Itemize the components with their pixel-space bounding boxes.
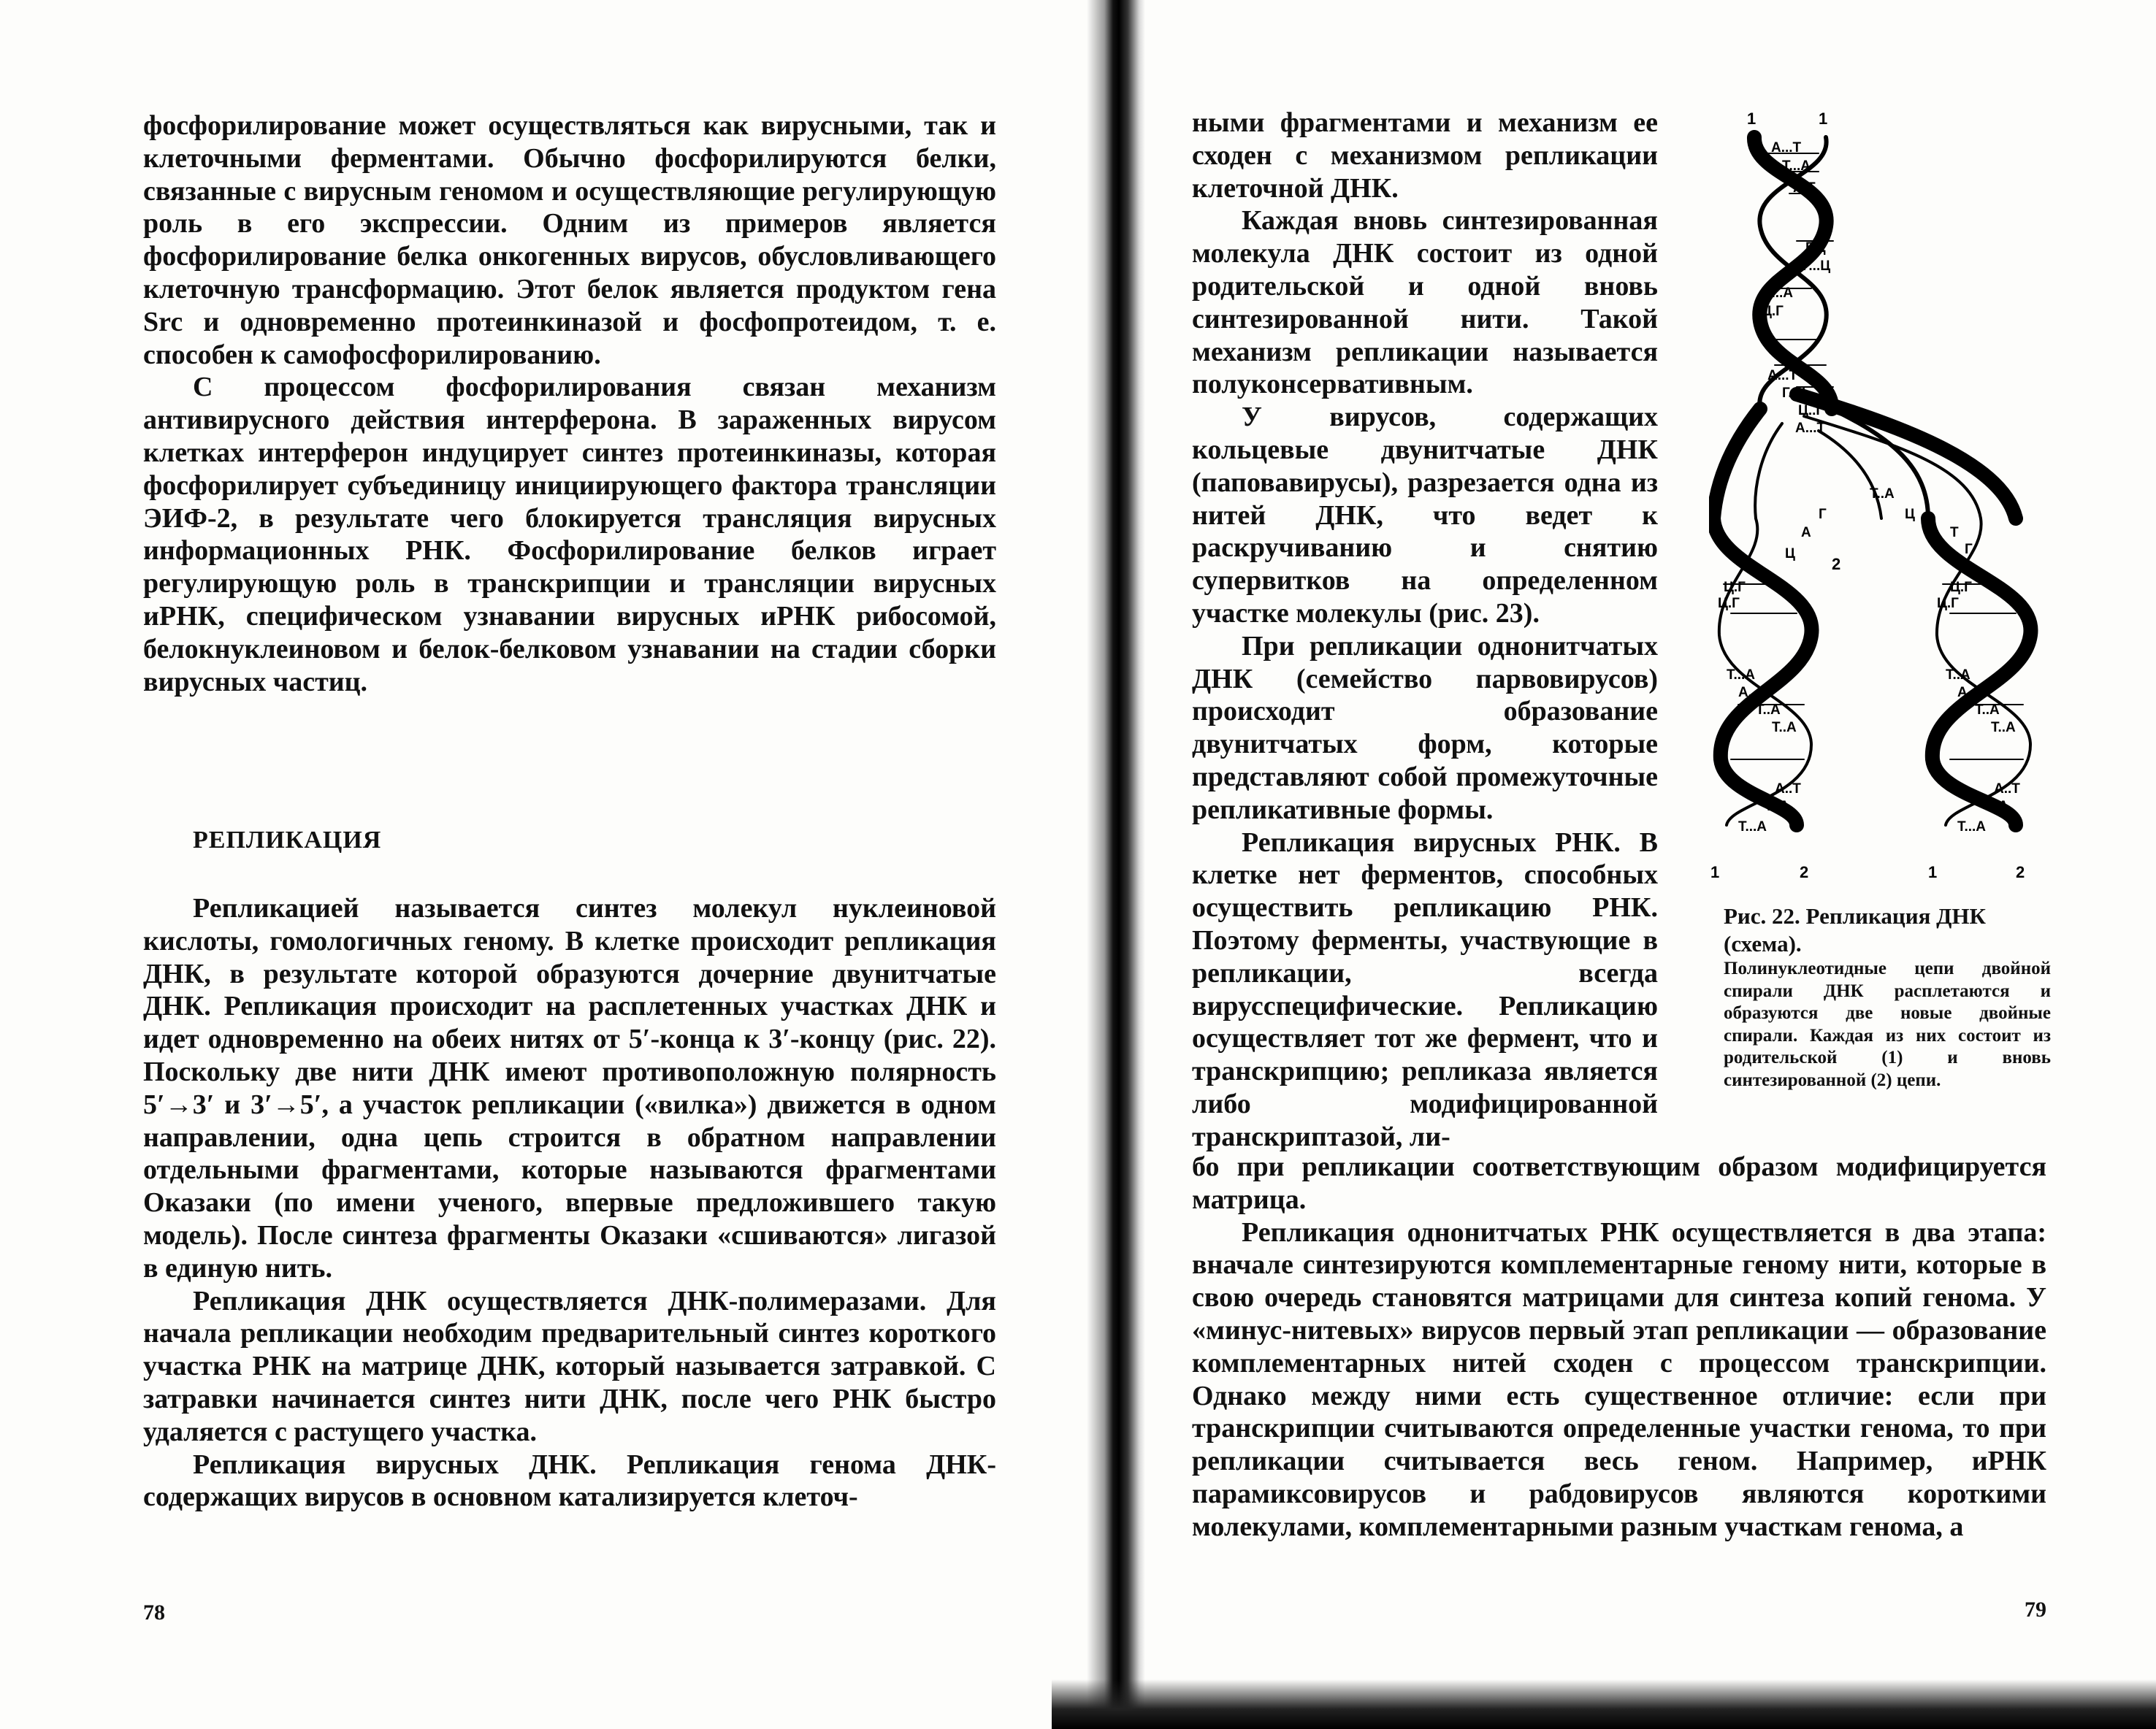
section-heading: РЕПЛИКАЦИЯ xyxy=(193,827,382,854)
base-pair-label: Т..А xyxy=(1975,702,2000,718)
base-pair-label: А..Т xyxy=(1775,781,1801,797)
base-pair-label: Т...А xyxy=(1727,667,1756,683)
base-pair-label: Г...Ц xyxy=(1803,258,1831,274)
paragraph: фосфорилирование может осуществляться как вирусными, так и клеточными ферментами. Обычно фосфорилируются белки, связанные с вирусным геномом и осуществляющие регулирующую роль в его экспрессии. Одним из примеров является фосфорилирование белка онкогенных вирусов, обусловливающего клеточную трансформацию. Этот белок является продуктом гена Src и одновременно протеинкиназой и фосфопротеидом, т. е. способен к самофосфорилированию. xyxy=(143,110,996,370)
paragraph-text: Репликация генома ДНК-содержащих вирусов в основном катализируется клеточ- xyxy=(143,1449,996,1513)
paragraph: бо при репликации соответствующим образом модифицируется матрица. xyxy=(1192,1151,2046,1215)
base-pair-label: А...Т xyxy=(1767,368,1798,383)
paragraph: С процессом фосфорилирования связан механизм антивирусного действия интерферона. В зараженных вирусом клетках интерферон индуцирует синтез протеинкиназы, которая фосфорилирует субъединицу инициирующего фактора трансляции ЭИФ-2, в результате чего блокируется трансляция вирусных информационных РНК. Фосфорилирование белков играет регулирующую роль в транскрипции и трансляции вирусных иРНК, специфическом узнавании вирусных иРНК рибосомой, белокнуклеиновом и белок-белковом узнавании на стадии сборки вирусных частиц. xyxy=(143,372,996,697)
run-in-heading: Репликация вирусных ДНК. xyxy=(193,1449,597,1480)
paragraph: У вирусов, содержащих кольцевые двунитчатые ДНК (паповавирусы), разрезается одна из нитей ДНК, что ведет к раскручиванию и снятию супервитков на определенном участке молекулы (рис. 23). xyxy=(1192,402,1658,629)
strand-label: 1 xyxy=(1747,110,1756,128)
paragraph: Репликация ДНК осуществляется ДНК-полимеразами. Для начала репликации необходим предварительный синтез короткого участка РНК на матрице ДНК, который называется затравкой. С затравки начинается синтез нити ДНК, после чего РНК быстро удаляется с растущего участка. xyxy=(143,1285,996,1447)
strand-label: 2 xyxy=(2016,863,2025,881)
base-pair-label: Ц.Г xyxy=(1950,580,1972,595)
base-pair-label: А...Т xyxy=(1738,685,1769,700)
right-full-width-text xyxy=(1192,1151,2046,1544)
base-pair-label: Т...А xyxy=(1957,819,1987,835)
base-pair-label: Ц.Г xyxy=(1718,596,1740,611)
paragraph: ными фрагментами и механизм ее сходен с механизмом репликации клеточной ДНК. xyxy=(1192,107,1658,204)
base-pair-label: А...Т xyxy=(1795,421,1826,436)
base-pair-label: Т..А xyxy=(1765,799,1789,814)
strand-label: 1 xyxy=(1710,863,1720,881)
base-pair-label: Г xyxy=(1819,507,1827,522)
base-pair-label: Ц xyxy=(1905,507,1915,522)
dna-replication-figure xyxy=(1709,102,2060,891)
base-pair-label: Г.Ц xyxy=(1805,240,1826,256)
base-pair-label: Ц xyxy=(1785,546,1795,561)
base-pair-label: Г..Ц xyxy=(1782,386,1806,401)
strand-label: 2 xyxy=(1800,863,1809,881)
left-bottom-text xyxy=(143,892,996,1514)
base-pair-label: Т...А xyxy=(1738,819,1767,835)
left-top-text xyxy=(143,110,996,698)
figure-caption xyxy=(1724,902,2051,1092)
base-pair-label: Т..А xyxy=(1991,720,2016,735)
base-pair-label: А..Т xyxy=(1994,781,2020,797)
base-pair-label: Т xyxy=(1950,525,1959,540)
base-pair-label: Ц..Г xyxy=(1798,403,1824,418)
base-pair-label: Т..А xyxy=(1984,799,2008,814)
paragraph: Репликация однонитчатых РНК осуществляется в два этапа: вначале синтезируются комплементарные геному нити, которые в свою очередь становятся матрицами для синтеза копий генома. У «минус-нитевых» вирусов первый этап репликации — образование комплементарных нитей сходен с процессом транскрипции. Однако между ними есть существенное отличие: если при транскрипции считываются определенные участки генома, то при репликации считывается весь геном. Например, иРНК парамиксовирусов и рабдовирусов являются короткими молекулами, комплементарными разным участкам генома, а xyxy=(1192,1216,2046,1542)
paragraph: Репликацией называется синтез молекул нуклеиновой кислоты, гомологичных геному. В клетке происходит репликация ДНК, в результате которой образуются дочерние двунитчатые ДНК. Репликация происходит на расплетенных участках ДНК и идет одновременно на обеих нитях от 5′-конца к 3′-концу (рис. 22). Поскольку две нити ДНК имеют противоположную полярность 5′→3′ и 3′→5′, а участок репликации («вилка») движется в одном направлении, одна цепь строится в обратном направлении отдельными фрагментами, которые называются фрагментами Оказаки (по имени ученого, впервые предложившего такую модель). После синтеза фрагменты Оказаки «сшиваются» лигазой в единую нить. xyxy=(143,893,996,1284)
paragraph: При репликации однонитчатых ДНК (семейство парвовирусов) происходит образование двунитчатых форм, которые представляют собой промежуточные репликативные формы. xyxy=(1192,630,1658,825)
base-pair-label: Т..А xyxy=(1870,486,1895,502)
base-pair-label: Г xyxy=(1965,542,1973,557)
base-pair-label: Ц.Г xyxy=(1724,580,1746,595)
right-column-text xyxy=(1192,107,1658,1154)
paragraph-text: В клетке нет ферментов, способных осуществить репликацию РНК. Поэтому ферменты, участвующие в репликации, всегда вирусспецифические. Репликацию осуществляет тот же фермент, что и транскрипцию; репликаза является либо модифицированной транскриптазой, ли- xyxy=(1192,827,1658,1152)
page-number: 78 xyxy=(143,1600,165,1625)
base-pair-label: Т..А xyxy=(1946,667,1970,683)
book-gutter xyxy=(1087,0,1145,1729)
fork-strand-left xyxy=(1713,409,1760,518)
base-pair-label: Т...А xyxy=(1765,285,1794,301)
paragraph xyxy=(1192,827,1658,1154)
paragraph xyxy=(143,1449,996,1514)
page-number: 79 xyxy=(2025,1598,2046,1622)
base-pair-label: Ц.Г xyxy=(1937,596,1959,611)
base-pair-label: А.Т xyxy=(1793,180,1816,196)
strand-label: 1 xyxy=(1928,863,1938,881)
base-pair-label: Т..А xyxy=(1756,702,1781,718)
figure-caption-body: Полинуклеотидные цепи двойной спирали ДНК расплетаются и образуются две новые двойные спирали. Каждая из них состоит из родительской (1) и вновь синтезированной (2) цепи. xyxy=(1724,959,2051,1090)
right-page xyxy=(1139,0,2156,1729)
scan-shadow xyxy=(1052,1679,2156,1729)
strand-label: 1 xyxy=(1819,110,1828,128)
base-pair-label: А xyxy=(1801,525,1811,540)
fork-inner-right xyxy=(1819,431,1881,518)
fork-inner-left xyxy=(1755,423,1782,518)
paragraph: Каждая вновь синтезированная молекула ДНК состоит из одной родительской и одной вновь синтезированной нити. Такой механизм репликации называется полуконсервативным. xyxy=(1192,205,1658,400)
base-pair-label: А...Т xyxy=(1957,685,1988,700)
base-pair-label: Т..А xyxy=(1772,720,1797,735)
figure-caption-title: Рис. 22. Репликация ДНК (схема). xyxy=(1724,903,1987,956)
base-pair-label: Т...А xyxy=(1782,158,1811,174)
run-in-heading: Репликация вирусных РНК. xyxy=(1242,827,1621,858)
base-pair-label: Ц.Г xyxy=(1762,304,1784,319)
base-pair-label: А...Т xyxy=(1771,140,1802,156)
strand-label: 2 xyxy=(1832,555,1841,573)
